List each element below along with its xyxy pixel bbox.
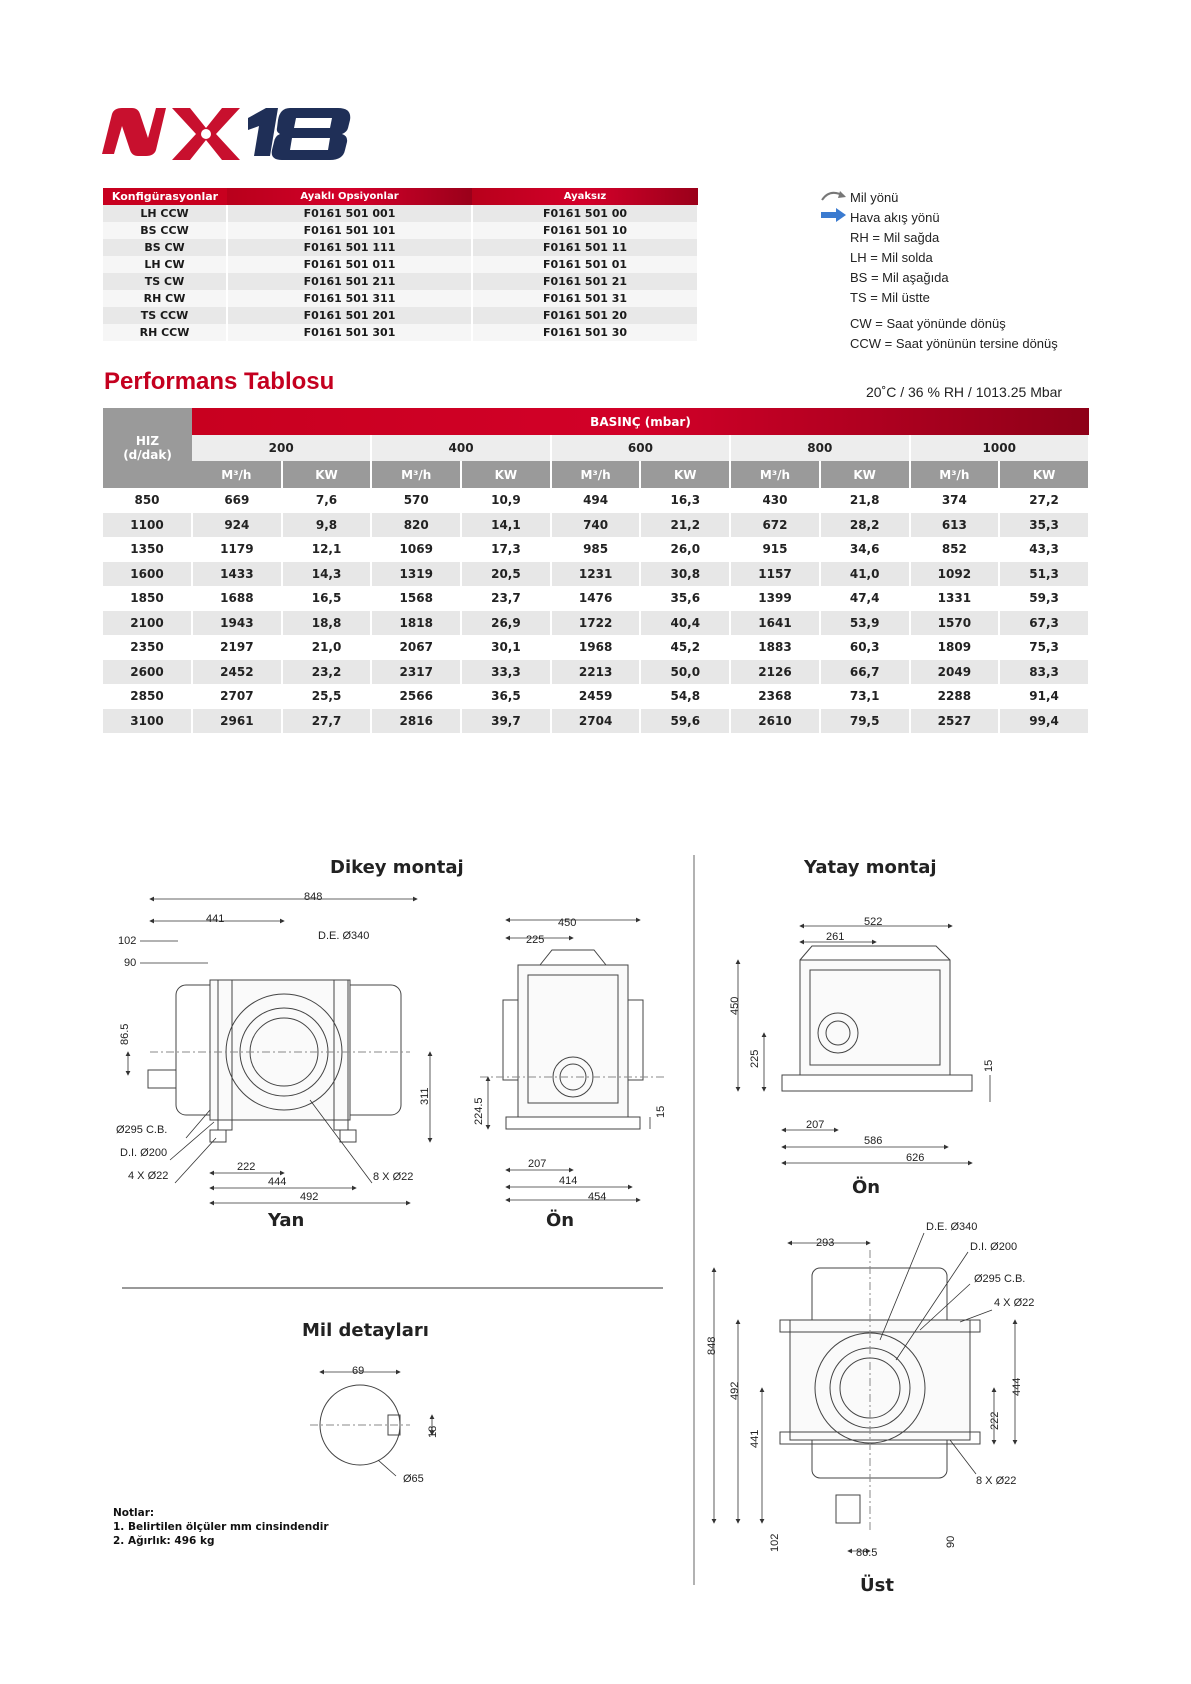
power-cell: 99,4 bbox=[999, 709, 1089, 734]
dim-444: 444 bbox=[268, 1176, 287, 1188]
speed-cell: 850 bbox=[103, 488, 192, 513]
config-cell: LH CW bbox=[103, 256, 227, 273]
footed-cell: F0161 501 301 bbox=[227, 324, 472, 341]
dim-4x22-top: 4 X Ø22 bbox=[994, 1297, 1035, 1309]
flow-cell: 852 bbox=[910, 537, 1000, 562]
dim-207: 207 bbox=[528, 1158, 547, 1170]
dim-261: 261 bbox=[826, 931, 845, 943]
flow-cell: 2049 bbox=[910, 660, 1000, 685]
flow-cell: 1968 bbox=[551, 635, 641, 660]
flow-cell: 985 bbox=[551, 537, 641, 562]
power-cell: 75,3 bbox=[999, 635, 1089, 660]
flow-cell: 1883 bbox=[730, 635, 820, 660]
footless-cell: F0161 501 20 bbox=[472, 307, 698, 324]
power-cell: 54,8 bbox=[640, 684, 730, 709]
power-cell: 21,2 bbox=[640, 513, 730, 538]
dim-450: 450 bbox=[558, 917, 577, 929]
power-cell: 39,7 bbox=[461, 709, 551, 734]
horizontal-mount-title: Yatay montaj bbox=[804, 857, 937, 878]
power-cell: 16,5 bbox=[282, 586, 372, 611]
power-cell: 14,3 bbox=[282, 562, 372, 587]
footed-cell: F0161 501 211 bbox=[227, 273, 472, 290]
flow-cell: 915 bbox=[730, 537, 820, 562]
performance-title: Performans Tablosu bbox=[104, 368, 335, 395]
flow-cell: 2317 bbox=[371, 660, 461, 685]
horizontal-front-label: Ön bbox=[852, 1177, 881, 1198]
flow-cell: 1722 bbox=[551, 611, 641, 636]
power-cell: 28,2 bbox=[820, 513, 910, 538]
flow-cell: 1570 bbox=[910, 611, 1000, 636]
config-cell: LH CCW bbox=[103, 205, 227, 222]
flow-unit: M³/h bbox=[730, 461, 820, 488]
power-cell: 35,3 bbox=[999, 513, 1089, 538]
power-cell: 36,5 bbox=[461, 684, 551, 709]
dim-441-top: 441 bbox=[749, 1429, 761, 1448]
config-header: Konfigürasyonlar bbox=[103, 188, 227, 205]
dim-222: 222 bbox=[237, 1161, 256, 1173]
side-view-drawing bbox=[148, 980, 410, 1142]
footless-cell: F0161 501 10 bbox=[472, 222, 698, 239]
power-cell: 47,4 bbox=[820, 586, 910, 611]
flow-cell: 494 bbox=[551, 488, 641, 513]
dim-586: 586 bbox=[864, 1135, 883, 1147]
speed-cell: 2850 bbox=[103, 684, 192, 709]
dim-15-h: 15 bbox=[983, 1059, 995, 1072]
dim-18: 18 bbox=[427, 1425, 439, 1438]
footed-cell: F0161 501 201 bbox=[227, 307, 472, 324]
flow-cell: 2610 bbox=[730, 709, 820, 734]
flow-cell: 1092 bbox=[910, 562, 1000, 587]
power-cell: 17,3 bbox=[461, 537, 551, 562]
power-cell: 30,1 bbox=[461, 635, 551, 660]
power-cell: 18,8 bbox=[282, 611, 372, 636]
dim-4x22: 4 X Ø22 bbox=[128, 1170, 169, 1182]
dim-311: 311 bbox=[419, 1087, 431, 1105]
footless-cell: F0161 501 30 bbox=[472, 324, 698, 341]
footless-cell: F0161 501 31 bbox=[472, 290, 698, 307]
power-cell: 83,3 bbox=[999, 660, 1089, 685]
top-view-label: Üst bbox=[860, 1575, 894, 1596]
dim-492-top: 492 bbox=[729, 1381, 741, 1400]
power-cell: 53,9 bbox=[820, 611, 910, 636]
dim-293: 293 bbox=[816, 1237, 835, 1249]
power-cell: 16,3 bbox=[640, 488, 730, 513]
dim-8x22: 8 X Ø22 bbox=[373, 1171, 414, 1183]
legend-air-flow: Hava akış yönü bbox=[850, 210, 940, 225]
flow-cell: 1433 bbox=[192, 562, 282, 587]
footed-cell: F0161 501 311 bbox=[227, 290, 472, 307]
config-cell: RH CW bbox=[103, 290, 227, 307]
flow-cell: 1069 bbox=[371, 537, 461, 562]
flow-cell: 2368 bbox=[730, 684, 820, 709]
flow-cell: 924 bbox=[192, 513, 282, 538]
shaft-details-title: Mil detayları bbox=[302, 1320, 429, 1341]
footed-header: Ayaklı Opsiyonlar bbox=[227, 188, 472, 205]
dim-454: 454 bbox=[588, 1191, 607, 1203]
power-cell: 10,9 bbox=[461, 488, 551, 513]
pressure-400: 400 bbox=[371, 435, 550, 461]
flow-cell: 672 bbox=[730, 513, 820, 538]
flow-cell: 2197 bbox=[192, 635, 282, 660]
flow-cell: 1943 bbox=[192, 611, 282, 636]
flow-cell: 2452 bbox=[192, 660, 282, 685]
dim-222-top: 222 bbox=[989, 1411, 1001, 1430]
flow-cell: 2961 bbox=[192, 709, 282, 734]
footless-cell: F0161 501 21 bbox=[472, 273, 698, 290]
power-cell: 73,1 bbox=[820, 684, 910, 709]
flow-cell: 1688 bbox=[192, 586, 282, 611]
power-cell: 34,6 bbox=[820, 537, 910, 562]
speed-cell: 2350 bbox=[103, 635, 192, 660]
power-unit: KW bbox=[999, 461, 1089, 488]
side-view-label: Yan bbox=[268, 1210, 305, 1231]
speed-cell: 1600 bbox=[103, 562, 192, 587]
dim-848-top: 848 bbox=[706, 1336, 718, 1355]
power-cell: 60,3 bbox=[820, 635, 910, 660]
legend-rh: RH = Mil sağda bbox=[850, 230, 940, 245]
speed-cell: 1850 bbox=[103, 586, 192, 611]
flow-cell: 669 bbox=[192, 488, 282, 513]
note-item: 2. Ağırlık: 496 kg bbox=[113, 1535, 215, 1547]
speed-cell: 2600 bbox=[103, 660, 192, 685]
config-cell: RH CCW bbox=[103, 324, 227, 341]
flow-cell: 2067 bbox=[371, 635, 461, 660]
power-cell: 79,5 bbox=[820, 709, 910, 734]
flow-cell: 2704 bbox=[551, 709, 641, 734]
power-unit: KW bbox=[640, 461, 730, 488]
power-unit: KW bbox=[820, 461, 910, 488]
flow-cell: 2566 bbox=[371, 684, 461, 709]
dim-225-h: 225 bbox=[749, 1049, 761, 1068]
speed-cell: 2100 bbox=[103, 611, 192, 636]
pressure-800: 800 bbox=[730, 435, 909, 461]
flow-cell: 1399 bbox=[730, 586, 820, 611]
footed-cell: F0161 501 101 bbox=[227, 222, 472, 239]
power-cell: 23,2 bbox=[282, 660, 372, 685]
power-cell: 27,2 bbox=[999, 488, 1089, 513]
flow-cell: 2527 bbox=[910, 709, 1000, 734]
dim-8x22-top: 8 X Ø22 bbox=[976, 1475, 1017, 1487]
speed-cell: 3100 bbox=[103, 709, 192, 734]
dim-86-5-top: 86.5 bbox=[856, 1547, 878, 1559]
power-cell: 43,3 bbox=[999, 537, 1089, 562]
pressure-1000: 1000 bbox=[910, 435, 1090, 461]
dim-492: 492 bbox=[300, 1191, 319, 1203]
power-cell: 21,0 bbox=[282, 635, 372, 660]
power-cell: 59,3 bbox=[999, 586, 1089, 611]
flow-cell: 613 bbox=[910, 513, 1000, 538]
flow-cell: 1331 bbox=[910, 586, 1000, 611]
power-cell: 9,8 bbox=[282, 513, 372, 538]
footless-cell: F0161 501 01 bbox=[472, 256, 698, 273]
dim-225: 225 bbox=[526, 934, 545, 946]
dim-207-h: 207 bbox=[806, 1119, 825, 1131]
dim-522: 522 bbox=[864, 916, 883, 928]
power-cell: 51,3 bbox=[999, 562, 1089, 587]
flow-cell: 570 bbox=[371, 488, 461, 513]
config-cell: TS CCW bbox=[103, 307, 227, 324]
flow-cell: 1818 bbox=[371, 611, 461, 636]
dim-90: 90 bbox=[124, 957, 137, 969]
flow-cell: 1476 bbox=[551, 586, 641, 611]
dim-65: Ø65 bbox=[403, 1473, 424, 1485]
dim-de340: D.E. Ø340 bbox=[318, 930, 370, 942]
vertical-mount-title: Dikey montaj bbox=[330, 857, 464, 878]
config-cell: BS CCW bbox=[103, 222, 227, 239]
power-cell: 40,4 bbox=[640, 611, 730, 636]
legend-lh: LH = Mil solda bbox=[850, 250, 933, 265]
power-cell: 20,5 bbox=[461, 562, 551, 587]
power-cell: 45,2 bbox=[640, 635, 730, 660]
power-cell: 26,0 bbox=[640, 537, 730, 562]
pressure-header: BASINÇ (mbar) bbox=[192, 408, 1089, 435]
power-cell: 91,4 bbox=[999, 684, 1089, 709]
footed-cell: F0161 501 111 bbox=[227, 239, 472, 256]
top-view-drawing bbox=[780, 1250, 980, 1530]
shaft-detail-drawing bbox=[310, 1385, 410, 1465]
pressure-600: 600 bbox=[551, 435, 730, 461]
footless-cell: F0161 501 00 bbox=[472, 205, 698, 222]
test-conditions: 20˚C / 36 % RH / 1013.25 Mbar bbox=[866, 384, 1063, 400]
flow-cell: 2816 bbox=[371, 709, 461, 734]
dim-cb295: Ø295 C.B. bbox=[116, 1124, 168, 1136]
power-cell: 26,9 bbox=[461, 611, 551, 636]
footed-cell: F0161 501 011 bbox=[227, 256, 472, 273]
flow-unit: M³/h bbox=[192, 461, 282, 488]
footless-header: Ayaksız bbox=[472, 188, 698, 205]
flow-unit: M³/h bbox=[910, 461, 1000, 488]
speed-cell: 1350 bbox=[103, 537, 192, 562]
power-cell: 27,7 bbox=[282, 709, 372, 734]
flow-cell: 740 bbox=[551, 513, 641, 538]
flow-cell: 2459 bbox=[551, 684, 641, 709]
power-cell: 14,1 bbox=[461, 513, 551, 538]
flow-cell: 2707 bbox=[192, 684, 282, 709]
shaft-detail-dimensions bbox=[320, 1372, 432, 1476]
legend-shaft-direction: Mil yönü bbox=[850, 190, 899, 205]
legend-bs: BS = Mil aşağıda bbox=[850, 270, 949, 285]
power-cell: 67,3 bbox=[999, 611, 1089, 636]
footless-cell: F0161 501 11 bbox=[472, 239, 698, 256]
power-unit: KW bbox=[461, 461, 551, 488]
dim-441: 441 bbox=[206, 913, 225, 925]
dim-414: 414 bbox=[559, 1175, 578, 1187]
power-cell: 41,0 bbox=[820, 562, 910, 587]
flow-cell: 1179 bbox=[192, 537, 282, 562]
flow-cell: 1641 bbox=[730, 611, 820, 636]
horizontal-front-drawing bbox=[782, 946, 972, 1091]
power-cell: 33,3 bbox=[461, 660, 551, 685]
dim-224-5: 224.5 bbox=[473, 1097, 485, 1125]
note-item: 1. Belirtilen ölçüler mm cinsindendir bbox=[113, 1521, 329, 1533]
power-cell: 12,1 bbox=[282, 537, 372, 562]
power-cell: 35,6 bbox=[640, 586, 730, 611]
power-cell: 23,7 bbox=[461, 586, 551, 611]
flow-cell: 1568 bbox=[371, 586, 461, 611]
front-view-drawing bbox=[480, 950, 666, 1129]
flow-cell: 1319 bbox=[371, 562, 461, 587]
legend-ccw: CCW = Saat yönünün tersine dönüş bbox=[850, 336, 1058, 351]
dim-86-5: 86.5 bbox=[119, 1023, 131, 1045]
power-cell: 50,0 bbox=[640, 660, 730, 685]
dim-450-h: 450 bbox=[729, 996, 741, 1015]
power-cell: 66,7 bbox=[820, 660, 910, 685]
dim-69: 69 bbox=[352, 1365, 365, 1377]
power-unit: KW bbox=[282, 461, 372, 488]
flow-cell: 1809 bbox=[910, 635, 1000, 660]
dim-102-top: 102 bbox=[769, 1533, 781, 1552]
power-cell: 59,6 bbox=[640, 709, 730, 734]
dim-15: 15 bbox=[655, 1105, 667, 1118]
config-cell: BS CW bbox=[103, 239, 227, 256]
dim-di200-top: D.I. Ø200 bbox=[970, 1241, 1018, 1253]
power-cell: 30,8 bbox=[640, 562, 730, 587]
flow-unit: M³/h bbox=[551, 461, 641, 488]
power-cell: 7,6 bbox=[282, 488, 372, 513]
dim-de340-top: D.E. Ø340 bbox=[926, 1221, 978, 1233]
config-cell: TS CW bbox=[103, 273, 227, 290]
speed-cell: 1100 bbox=[103, 513, 192, 538]
flow-cell: 820 bbox=[371, 513, 461, 538]
dim-626: 626 bbox=[906, 1152, 925, 1164]
flow-cell: 2213 bbox=[551, 660, 641, 685]
flow-cell: 1231 bbox=[551, 562, 641, 587]
flow-unit: M³/h bbox=[371, 461, 461, 488]
pressure-200: 200 bbox=[192, 435, 371, 461]
dim-102: 102 bbox=[118, 935, 137, 947]
dim-cb295-top: Ø295 C.B. bbox=[974, 1273, 1026, 1285]
notes-title: Notlar: bbox=[113, 1507, 155, 1519]
front-view-label: Ön bbox=[546, 1210, 575, 1231]
flow-cell: 2288 bbox=[910, 684, 1000, 709]
flow-cell: 2126 bbox=[730, 660, 820, 685]
dim-di200: D.I. Ø200 bbox=[120, 1147, 168, 1159]
flow-cell: 374 bbox=[910, 488, 1000, 513]
flow-cell: 430 bbox=[730, 488, 820, 513]
dim-848: 848 bbox=[304, 891, 323, 903]
legend-cw: CW = Saat yönünde dönüş bbox=[850, 316, 1006, 331]
footed-cell: F0161 501 001 bbox=[227, 205, 472, 222]
flow-cell: 1157 bbox=[730, 562, 820, 587]
dim-444-top: 444 bbox=[1011, 1377, 1023, 1396]
power-cell: 25,5 bbox=[282, 684, 372, 709]
power-cell: 21,8 bbox=[820, 488, 910, 513]
notes bbox=[113, 1506, 329, 1548]
legend-ts: TS = Mil üstte bbox=[850, 290, 930, 305]
dim-90-top: 90 bbox=[945, 1535, 957, 1548]
speed-header: HIZ (d/dak) bbox=[103, 408, 192, 488]
